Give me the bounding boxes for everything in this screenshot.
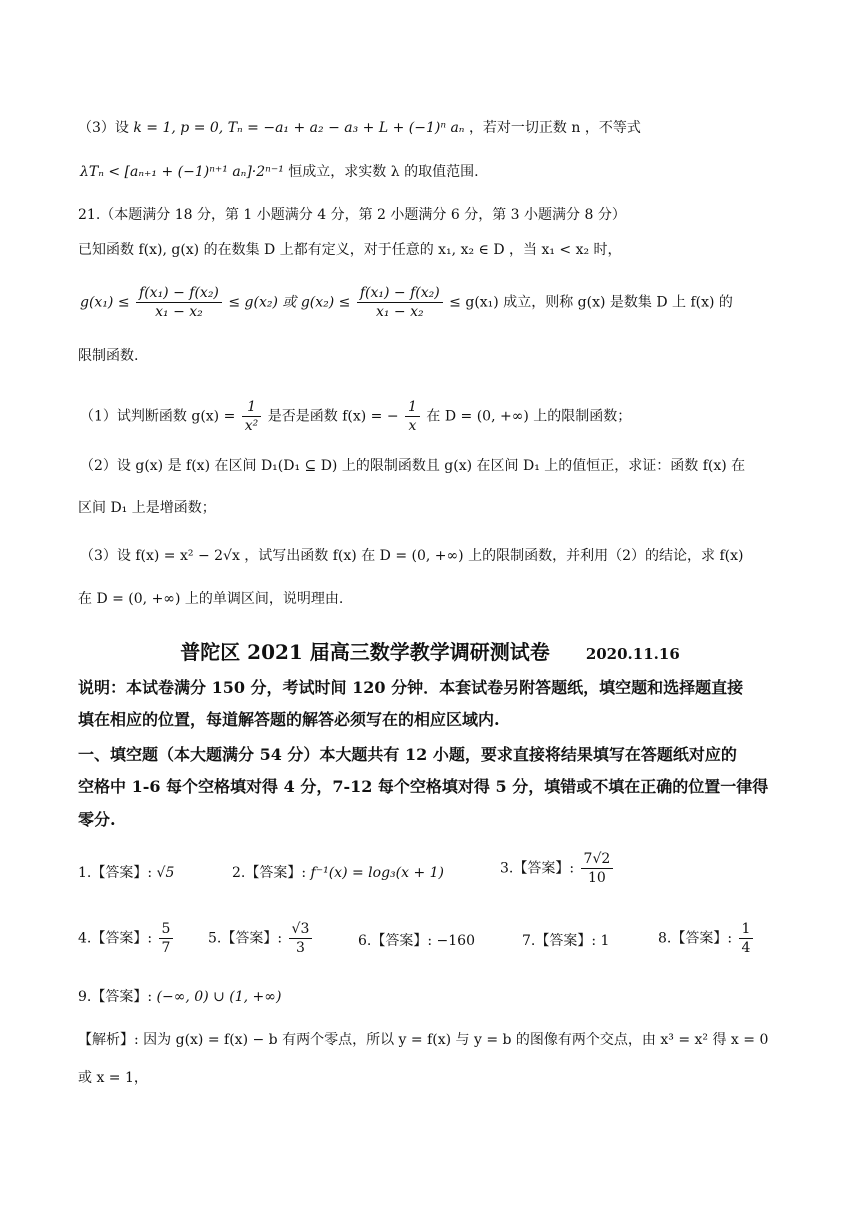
p21-q3-line2: 在 D = (0, +∞) 上的单调区间，说明理由. bbox=[78, 591, 344, 607]
p21-q2-line2: 区间 D₁ 上是增函数； bbox=[78, 500, 216, 516]
answer-6: 6.【答案】: −160 bbox=[358, 933, 475, 949]
analysis-line2: 或 x = 1， bbox=[78, 1070, 148, 1086]
p21-cond-tail: 限制函数. bbox=[78, 348, 139, 364]
answer-3: 3.【答案】: $\frac{7√2}{10}$ bbox=[500, 850, 615, 887]
p21-q2-line1: （2）设 g(x) 是 f(x) 在区间 D₁(D₁ ⊆ D) 上的限制函数且 g(x) 在区间 D₁ 上的值恒正，求证：函数 f(x) 在 bbox=[80, 458, 746, 474]
q1-fraction-f: $\frac{1}{x}$ bbox=[405, 398, 420, 435]
section1-line3: 零分. bbox=[78, 810, 116, 829]
answer-9: 9.【答案】: (−∞, 0) ∪ (1, +∞) bbox=[78, 989, 282, 1005]
answer-2: 2.【答案】: f⁻¹(x) = log₃(x + 1) bbox=[232, 865, 445, 881]
answer-1: 1.【答案】: √5 bbox=[78, 865, 175, 881]
section1-line2: 空格中 1-6 每个空格填对得 4 分，7-12 每个空格填对得 5 分，填错或不填在正确的位置一律得 bbox=[78, 777, 769, 796]
p21-q3-line1: （3）设 f(x) = x² − 2√x ，试写出函数 f(x) 在 D = (0, +∞) 上的限制函数，并利用（2）的结论，求 f(x) bbox=[80, 548, 744, 564]
answer-5: 5.【答案】: $\frac{√3}{3}$ bbox=[208, 920, 314, 957]
answer-8: 8.【答案】: $\frac{1}{4}$ bbox=[658, 920, 755, 957]
p21-condition: g(x₁) ≤ $\frac{\text{f(x₁) − f(x₂)}}{\text{x₁ − x₂}}$ ≤ g(x₂) 或 g(x₂) ≤ $\frac{\text{f(x₁) − f(x₂)}}{\text{x₁ − x₂}}$ ≤ g(x₁) 成立，则称 g(x) 是数集 D 上 f(x) 的 bbox=[80, 285, 733, 320]
p21-header: 21.（本题满分 18 分，第 1 小题满分 4 分，第 2 小题满分 6 分，第 3 小题满分 8 分） bbox=[78, 207, 626, 223]
p21-fraction-1: $\frac{\text{f(x₁) − f(x₂)}}{\text{x₁ − x₂}}$ bbox=[136, 284, 222, 321]
p20-q3-line2: λTₙ < [aₙ₊₁ + (−1)ⁿ⁺¹ aₙ]·2ⁿ⁻¹ 恒成立，求实数 λ 的取值范围. bbox=[80, 164, 479, 180]
exam-title: 普陀区 2021 届高三数学教学调研测试卷 2020.11.16 bbox=[180, 640, 680, 664]
answer-7: 7.【答案】: 1 bbox=[522, 933, 610, 949]
p21-q1: （1）试判断函数 g(x) = $\frac{1}{\text{x²}}$ 是否是函数 f(x) = − $\frac{1}{x}$ 在 D = (0, +∞) 上的限制函数； bbox=[80, 399, 632, 434]
p21-intro: 已知函数 f(x), g(x) 的在数集 D 上都有定义，对于任意的 x₁, x₂ ∈ D ，当 x₁ < x₂ 时， bbox=[78, 242, 622, 258]
p21-fraction-2: $\frac{\text{f(x₁) − f(x₂)}}{\text{x₁ − x₂}}$ bbox=[357, 284, 443, 321]
exam-note-line1: 说明：本试卷满分 150 分，考试时间 120 分钟．本套试卷另附答题纸，填空题和选择题直接 bbox=[78, 678, 744, 697]
exam-note-line2: 填在相应的位置，每道解答题的解答必须写在的相应区域内. bbox=[78, 710, 500, 729]
answer-4: 4.【答案】: $\frac{5}{7}$ bbox=[78, 920, 175, 957]
section1-line1: 一、填空题（本大题满分 54 分）本大题共有 12 小题，要求直接将结果填写在答题纸对应的 bbox=[78, 745, 737, 764]
analysis-line1: 【解析】: 因为 g(x) = f(x) − b 有两个零点，所以 y = f(x) 与 y = b 的图像有两个交点，由 x³ = x² 得 x = 0 bbox=[78, 1032, 769, 1048]
p20-q3-line1: （3）设 k = 1, p = 0, Tₙ = −a₁ + a₂ − a₃ + L + (−1)ⁿ aₙ ，若对一切正数 n ，不等式 bbox=[78, 120, 641, 136]
q1-fraction-g: $\frac{1}{\text{x²}}$ bbox=[242, 398, 262, 435]
